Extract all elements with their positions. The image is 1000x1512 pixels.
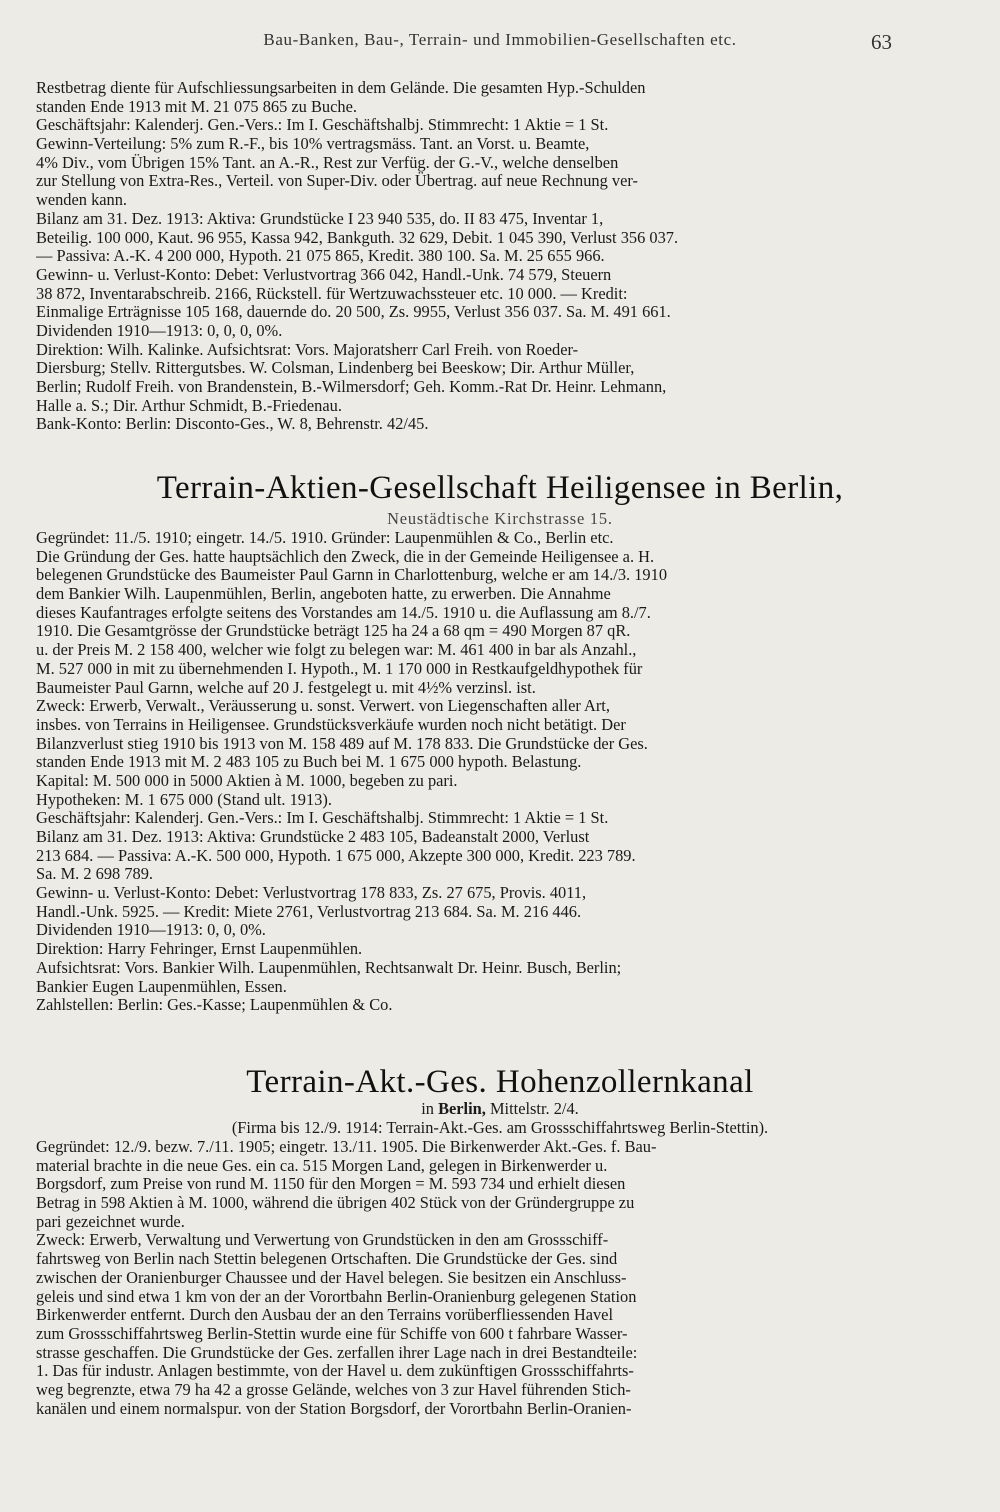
section2-line: Betrag in 598 Aktien à M. 1000, während die übrigen 402 Stück von der Gründergruppe zu <box>36 1194 635 1213</box>
running-head: Bau-Banken, Bau-, Terrain- und Immobilien-Gesellschaften etc. <box>263 30 737 49</box>
section1-line: Kapital: M. 500 000 in 5000 Aktien à M. 1000, begeben zu pari. <box>36 771 458 790</box>
section1-line: Aufsichtsrat: Vors. Bankier Wilh. Laupenmühlen, Rechtsanwalt Dr. Heinr. Busch, Berlin; <box>36 958 622 977</box>
section1-line: standen Ende 1913 mit M. 2 483 105 zu Buch bei M. 1 675 000 hypoth. Belastung. <box>36 753 582 772</box>
top_section-line: Diersburg; Stellv. Rittergutsbes. W. Colsman, Lindenberg bei Beeskow; Dir. Arthur Müller, <box>36 359 635 378</box>
section2-line: geleis und sind etwa 1 km von der an der Vorortbahn Berlin-Oranienburg gelegenen Station <box>36 1287 637 1306</box>
section2-line: pari gezeichnet wurde. <box>36 1212 185 1231</box>
top_section-line: Halle a. S.; Dir. Arthur Schmidt, B.-Friedenau. <box>36 396 342 415</box>
section2-line: Birkenwerder entfernt. Durch den Ausbau der an den Terrains vorüberfliessenden Havel <box>36 1306 614 1325</box>
section1-line: Sa. M. 2 698 789. <box>36 865 154 884</box>
top_section-line: Berlin; Rudolf Freih. von Brandenstein, B.-Wilmersdorf; Geh. Komm.-Rat Dr. Heinr. Lehmann, <box>36 378 667 396</box>
section1-text <box>36 529 896 1015</box>
section1-line: Geschäftsjahr: Kalenderj. Gen.-Vers.: Im I. Geschäftshalbj. Stimmrecht: 1 Aktie = 1 St. <box>36 809 609 828</box>
section2-title: Terrain-Akt.-Ges. Hohenzollernkanal <box>246 1064 754 1100</box>
section1-line: 1910. Die Gesamtgrösse der Grundstücke beträgt 125 ha 24 a 68 qm = 490 Morgen 87 qR. <box>36 622 631 641</box>
top_section-line: 4% Div., vom Übrigen 15% Tant. an A.-R., Rest zur Verfüg. der G.-V., welche denselben <box>36 153 619 172</box>
section1-line: Direktion: Harry Fehringer, Ernst Laupenmühlen. <box>36 940 363 959</box>
top_section-line: — Passiva: A.-K. 4 200 000, Hypoth. 21 075 865, Kredit. 380 100. Sa. M. 25 655 966. <box>36 247 605 266</box>
page-number: 63 <box>871 30 892 54</box>
top_section-line: Bank-Konto: Berlin: Disconto-Ges., W. 8, Behrenstr. 42/45. <box>36 415 429 434</box>
section1-line: Hypotheken: M. 1 675 000 (Stand ult. 1913). <box>36 790 332 809</box>
top_section-line: Bilanz am 31. Dez. 1913: Aktiva: Grundstücke I 23 940 535, do. II 83 475, Inventar 1, <box>36 209 604 228</box>
section2-line: zwischen der Oranienburger Chaussee und der Havel belegen. Sie besitzen ein Anschluss- <box>36 1268 627 1287</box>
top_section-line: Einmalige Erträgnisse 105 168, dauernde do. 20 500, Zs. 9955, Verlust 356 037. Sa. M. 491 661. <box>36 303 671 322</box>
section2-line: fahrtsweg von Berlin nach Stettin belegenen Ortschaften. Die Grundstücke der Ges. sind <box>36 1250 618 1269</box>
section1-line: Dividenden 1910—1913: 0, 0, 0%. <box>36 921 266 940</box>
section1-line: Baumeister Paul Garnn, welche auf 20 J. festgelegt u. mit 4½% verzinsl. ist. <box>36 678 536 697</box>
top_section-line: Direktion: Wilh. Kalinke. Aufsichtsrat: Vors. Majoratsherr Carl Freih. von Roeder- <box>36 340 579 359</box>
top_section-line: zur Stellung von Extra-Res., Verteil. von Super-Div. oder Übertrag. auf neue Rechnung ver- <box>36 172 638 191</box>
section1-line: dem Bankier Wilh. Laupenmühlen, Berlin, angeboten hatte, zu erwerben. Die Annahme <box>36 585 611 604</box>
section1-line: 213 684. — Passiva: A.-K. 500 000, Hypoth. 1 675 000, Akzepte 300 000, Kredit. 223 789. <box>36 846 636 865</box>
section1-line: insbes. von Terrains in Heiligensee. Grundstücksverkäufe wurden noch nicht betätigt. Der <box>36 715 626 734</box>
section2-address: Mittelstr. 2/4. <box>489 1099 579 1118</box>
section1-line: Gegründet: 11./5. 1910; eingetr. 14./5. 1910. Gründer: Laupenmühlen & Co., Berlin etc. <box>36 529 614 547</box>
section1-line: Gewinn- u. Verlust-Konto: Debet: Verlustvortrag 178 833, Zs. 27 675, Provis. 4011, <box>36 884 587 903</box>
section1-title: Terrain-Aktien-Gesellschaft Heiligensee in Berlin, <box>156 470 844 506</box>
section2-line: Gegründet: 12./9. bezw. 7./11. 1905; eingetr. 13./11. 1905. Die Birkenwerder Akt.-Ges. f. Bau- <box>36 1138 657 1156</box>
top_section-line: Dividenden 1910—1913: 0, 0, 0, 0%. <box>36 321 283 340</box>
section1-line: M. 527 000 in mit zu übernehmenden I. Hypoth., M. 1 170 000 in Restkaufgeldhypothek für <box>36 659 643 678</box>
section2-line: kanälen und einem normalspur. von der Station Borgsdorf, der Vorortbahn Berlin-Oranien- <box>36 1399 632 1418</box>
top_section-line: standen Ende 1913 mit M. 21 075 865 zu Buche. <box>36 97 357 116</box>
top_section-line: Restbetrag diente für Aufschliessungsarbeiten in dem Gelände. Die gesamten Hyp.-Schulden <box>36 79 646 97</box>
section2-line: Zweck: Erwerb, Verwaltung und Verwertung von Grundstücken in den am Grossschiff- <box>36 1231 609 1250</box>
page-header <box>0 30 1000 62</box>
section1-line: dieses Kaufantrages erfolgte seitens des Vorstandes am 14./5. 1910 u. die Auflassung am 8./7. <box>36 603 651 622</box>
section2-line: zum Grossschiffahrtsweg Berlin-Stettin wurde eine für Schiffe von 600 t fahrbare Wasser- <box>36 1324 628 1343</box>
section1-line: Bankier Eugen Laupenmühlen, Essen. <box>36 977 287 996</box>
section1-line: Zweck: Erwerb, Verwalt., Veräusserung u. sonst. Verwert. von Liegenschaften aller Art, <box>36 697 610 716</box>
top_section-line: Gewinn- u. Verlust-Konto: Debet: Verlustvortrag 366 042, Handl.-Unk. 74 579, Steuern <box>36 265 612 284</box>
section1-line: Handl.-Unk. 5925. — Kredit: Miete 2761, Verlustvortrag 213 684. Sa. M. 216 446. <box>36 902 582 921</box>
top_section-line: 38 872, Inventarabschreib. 2166, Rückstell. für Wertzuwachssteuer etc. 10 000. — Kredit: <box>36 284 628 303</box>
top_section-line: wenden kann. <box>36 191 128 210</box>
section2-text <box>36 1138 896 1418</box>
top-section-text <box>36 79 896 434</box>
section1-line: Bilanzverlust stieg 1910 bis 1913 von M. 158 489 auf M. 178 833. Die Grundstücke der Ges. <box>36 734 648 753</box>
top_section-line: Gewinn-Verteilung: 5% zum R.-F., bis 10% vertragsmäss. Tant. an Vorst. u. Beamte, <box>36 135 590 154</box>
section1-line: Die Gründung der Ges. hatte hauptsächlich den Zweck, die in der Gemeinde Heiligensee a. H. <box>36 547 655 566</box>
section2-line: material brachte in die neue Ges. ein ca. 515 Morgen Land, gelegen in Birkenwerder u. <box>36 1156 608 1175</box>
section2-line: weg begrenzte, etwa 79 ha 42 a grosse Gelände, welches von 3 zur Havel führenden Stich- <box>36 1380 631 1399</box>
top_section-line: Beteilig. 100 000, Kaut. 96 955, Kassa 942, Bankguth. 32 629, Debit. 1 045 390, Verlust 356 037. <box>36 228 679 247</box>
top_section-line: Geschäftsjahr: Kalenderj. Gen.-Vers.: Im I. Geschäftshalbj. Stimmrecht: 1 Aktie = 1 St. <box>36 116 609 135</box>
section1-line: Bilanz am 31. Dez. 1913: Aktiva: Grundstücke 2 483 105, Badeanstalt 2000, Verlust <box>36 828 590 846</box>
section1-line: Zahlstellen: Berlin: Ges.-Kasse; Laupenmühlen & Co. <box>36 996 393 1015</box>
section1-line: u. der Preis M. 2 158 400, welcher wie folgt zu belegen war: M. 461 400 in bar als Anzahl., <box>36 641 637 660</box>
section2-city: Berlin, <box>438 1099 486 1118</box>
section2-location <box>0 1099 1000 1119</box>
section1-line: belegenen Grundstücke des Baumeister Paul Garnn in Charlottenburg, welche er am 14./3. 1910 <box>36 566 668 585</box>
section2-line: 1. Das für industr. Anlagen bestimmte, von der Havel u. dem zukünftigen Grossschiffahrts- <box>36 1362 634 1381</box>
section2-line: strasse geschaffen. Die Grundstücke der Ges. zerfallen ihrer Lage nach in drei Bestandteile: <box>36 1343 638 1362</box>
section2-city-prefix: in <box>421 1099 434 1118</box>
section2-line: Borgsdorf, zum Preise von rund M. 1150 für den Morgen = M. 593 734 und erhielt diesen <box>36 1175 626 1194</box>
section1-address: Neustädtische Kirchstrasse 15. <box>387 509 613 528</box>
section2-former-name: (Firma bis 12./9. 1914: Terrain-Akt.-Ges. am Grossschiffahrtsweg Berlin-Stettin). <box>231 1118 769 1137</box>
